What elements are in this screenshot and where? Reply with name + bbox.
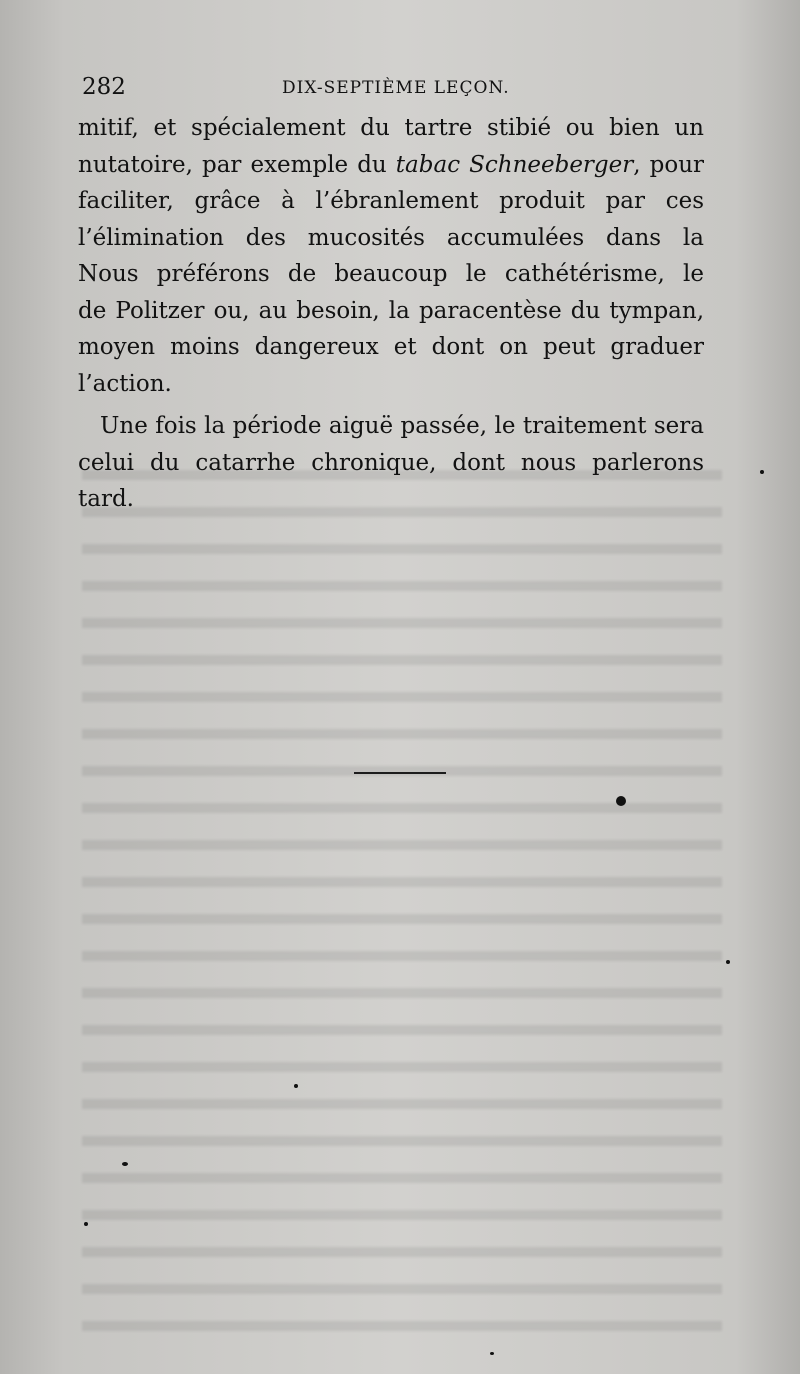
ink-speck: [84, 1222, 88, 1226]
ink-speck: [490, 1352, 494, 1355]
ink-speck: [122, 1162, 128, 1166]
text-line: [78, 147, 704, 184]
ink-speck: [616, 796, 626, 806]
section-divider: [354, 772, 446, 774]
text-line: celui du catarrhe chronique, dont nous parlerons: [78, 449, 704, 476]
text-line: faciliter, grâce à l’ébranlement produit par ces: [78, 188, 704, 214]
text-line: tard.: [78, 486, 134, 512]
ink-speck: [726, 960, 730, 964]
bleed-through-text: [82, 470, 722, 1350]
text-segment: , pour: [633, 151, 704, 178]
text-segment: nutatoire, par exemple du: [78, 151, 396, 178]
body-text: [78, 110, 704, 518]
text-line: Nous préférons de beaucoup le cathétérisme, le: [78, 261, 704, 287]
page-header: [82, 70, 702, 104]
ink-speck: [294, 1084, 298, 1088]
ink-speck: [760, 470, 764, 474]
text-line: moyen moins dangereux et dont on peut graduer: [78, 334, 704, 360]
text-line: l’action.: [78, 370, 172, 397]
text-line: mitif, et spécialement du tartre stibié ou bien un: [78, 115, 704, 141]
page-number: 282: [82, 74, 126, 100]
text-line: Une fois la période aiguë passée, le traitement sera: [100, 413, 704, 439]
italic-term: tabac Schneeberger: [395, 151, 634, 178]
text-line: l’élimination des mucosités accumulées dans la: [78, 224, 704, 251]
text-line: de Politzer ou, au besoin, la paracentèse du tympan,: [78, 297, 704, 324]
running-head: DIX-SEPTIÈME LEÇON.: [282, 78, 510, 98]
